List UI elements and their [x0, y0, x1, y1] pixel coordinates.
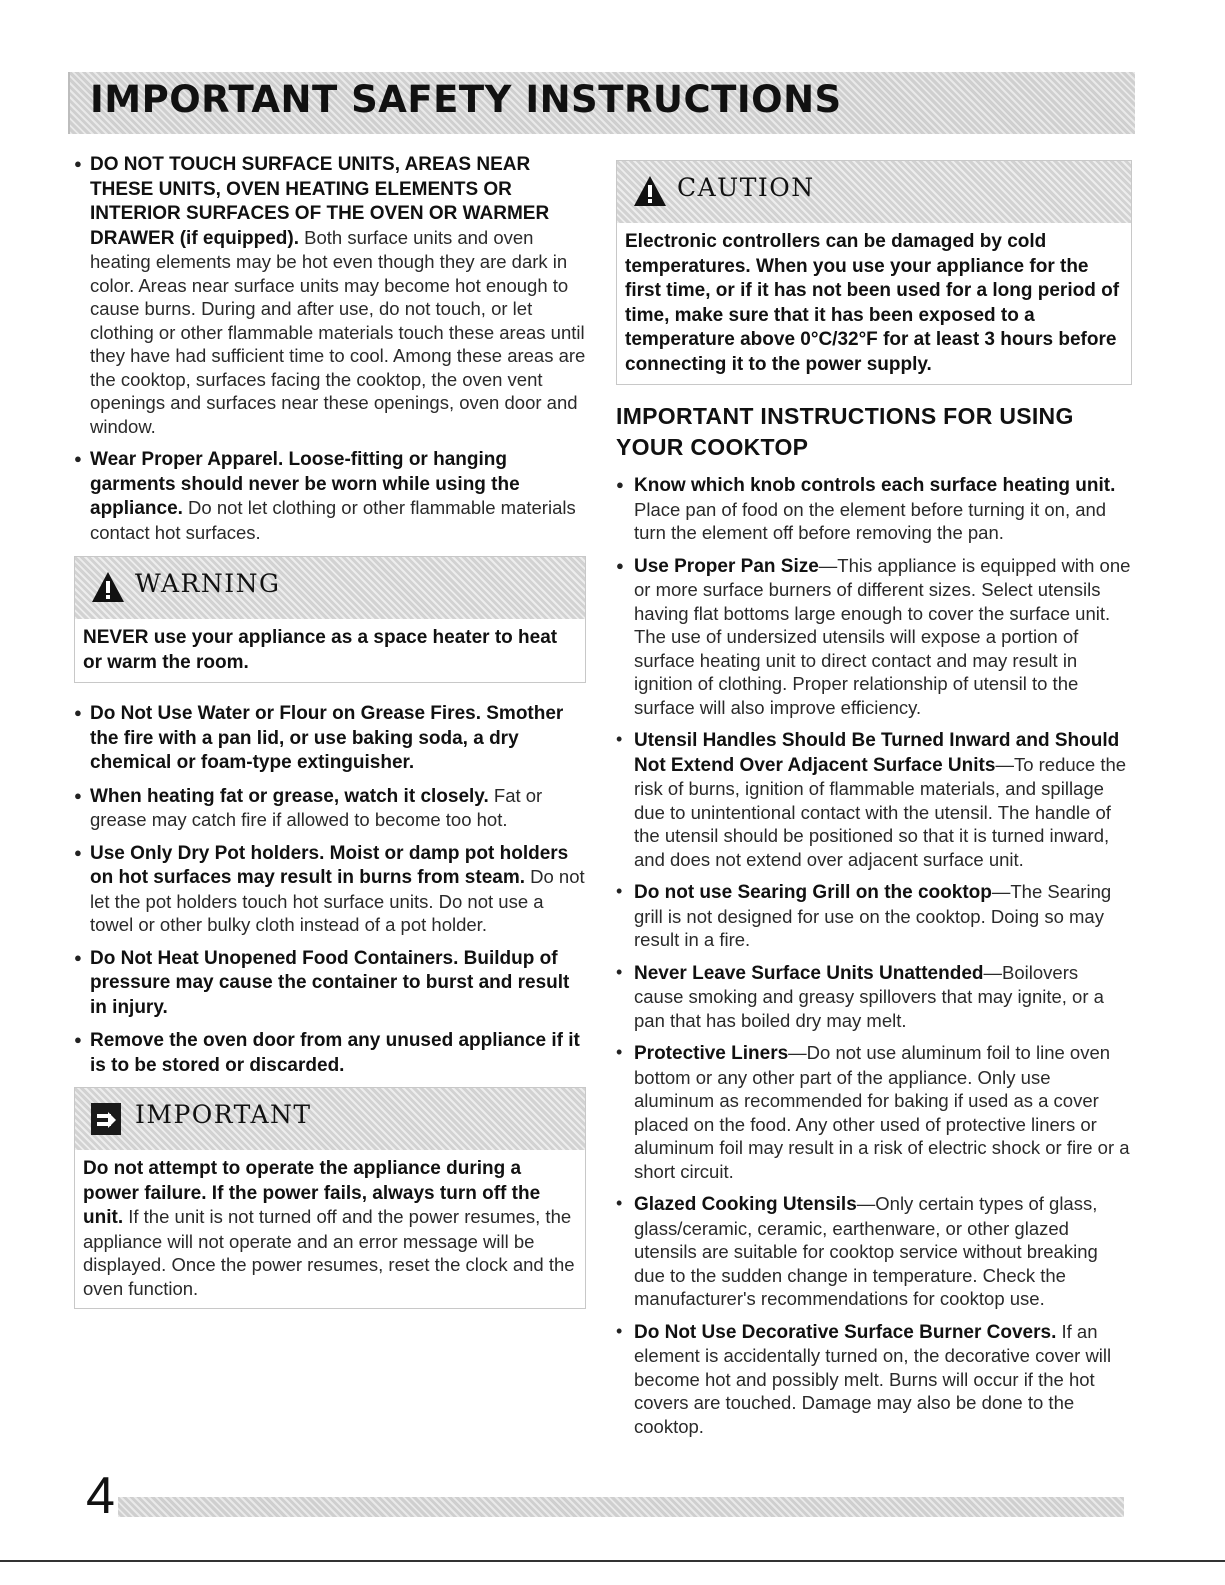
item-text: Fat or grease may catch fire if allowed to become too hot. — [90, 784, 543, 830]
item-text: —The Searing grill is not designed for use on the cooktop. Doing so may result in a fire. — [634, 881, 1112, 950]
item-heading: Wear Proper Apparel. Loose-fitting or hanging garments should never be worn while using the appliance. — [90, 449, 520, 519]
right-list — [616, 473, 1132, 1438]
caution-body — [617, 223, 1131, 384]
list-item — [616, 554, 1132, 720]
footer-bar — [118, 1497, 1124, 1517]
caution-title: CAUTION — [677, 173, 815, 202]
list-item — [74, 447, 586, 544]
caution-box — [616, 160, 1132, 385]
item-heading: Never Leave Surface Units Unattended — [634, 962, 984, 984]
left-column — [74, 152, 586, 1309]
item-text: —Do not use aluminum foil to line oven bottom or any other part of the appliance. Only use aluminum as recommended for baking if used as a cover placed on the food. Any other used of protective liners or aluminum foil may result in a risk of electric shock or fire or a short circuit. — [634, 1042, 1130, 1182]
item-text: If an element is accidentally turned on, the decorative cover will become hot and possibly melt. Burns will occur if the hot covers are touched. Damage may also be done to the cooktop. — [634, 1320, 1112, 1437]
important-arrow-icon — [91, 1103, 121, 1135]
item-text: Do not let clothing or other flammable materials contact hot surfaces. — [90, 497, 576, 543]
item-heading: Do Not Use Decorative Surface Burner Covers. — [634, 1321, 1057, 1343]
list-item — [74, 784, 586, 832]
item-heading: Remove the oven door from any unused appliance if it is to be stored or discarded. — [90, 1030, 580, 1076]
item-text: —Boilovers cause smoking and greasy spillovers that may ignite, or a pan that has boiled dry may melt. — [634, 961, 1104, 1031]
warning-title: WARNING — [135, 569, 281, 598]
item-text: —This appliance is equipped with one or more surface burners of different sizes. Select utensils having flat bottoms large enough to cover the surface unit. The use of undersized utensils will expose a portion of surface heating unit to direct contact and may result in ignition of clothing. Proper relationship of utensil to the surface will also improve efficiency. — [634, 554, 1131, 718]
item-heading: Do Not Use Water or Flour on Grease Fires. Smother the fire with a pan lid, or use baking soda, a dry chemical or foam-type extinguisher. — [90, 703, 564, 773]
item-text: —To reduce the risk of burns, ignition of flammable materials, and spillage due to unintentional contact with the utensil. The handle of the utensil should be positioned so that it is turned inward, and does not extend over adjacent surface unit. — [634, 753, 1127, 870]
item-heading: Glazed Cooking Utensils — [634, 1194, 857, 1215]
list-item — [616, 961, 1132, 1033]
list-item — [74, 152, 586, 438]
page-number: 4 — [86, 1467, 115, 1525]
list-item — [616, 728, 1132, 871]
list-item — [616, 1192, 1132, 1311]
section-heading: IMPORTANT INSTRUCTIONS FOR USING YOUR COOKTOP — [616, 403, 1074, 460]
list-item — [74, 841, 586, 937]
item-heading: Use Proper Pan Size — [634, 555, 819, 577]
title-banner — [68, 72, 1135, 134]
warning-text: NEVER use your appliance as a space heater to heat or warm the room. — [83, 627, 558, 673]
page-title: IMPORTANT SAFETY INSTRUCTIONS — [90, 78, 842, 121]
list-item — [616, 880, 1132, 952]
item-heading: Utensil Handles Should Be Turned Inward and Should Not Extend Over Adjacent Surface Units — [634, 730, 1120, 776]
right-column — [616, 152, 1132, 1447]
important-bold-text: Do not attempt to operate the appliance during a power failure. If the power fails, always turn off the unit. — [83, 1158, 541, 1228]
left-list-top — [74, 152, 586, 544]
warning-header — [75, 557, 585, 619]
important-header — [75, 1088, 585, 1150]
list-item — [74, 1028, 586, 1077]
important-box — [74, 1087, 586, 1309]
left-list-bottom — [74, 701, 586, 1077]
list-item — [616, 1041, 1132, 1183]
list-item — [74, 701, 586, 775]
caution-header — [617, 161, 1131, 223]
warning-box — [74, 556, 586, 683]
item-text: Do not let the pot holders touch hot surface units. Do not use a towel or other bulky cloth instead of a pot holder. — [90, 866, 585, 935]
item-text: Place pan of food on the element before turning it on, and turn the element off before removing the pan. — [634, 498, 1107, 543]
warning-body — [75, 619, 585, 682]
item-heading: Do Not Heat Unopened Food Containers. Buildup of pressure may cause the container to burst and result in injury. — [90, 947, 570, 1018]
list-item — [74, 946, 586, 1020]
important-body — [75, 1150, 585, 1308]
item-heading: When heating fat or grease, watch it closely. — [90, 785, 489, 807]
important-text: If the unit is not turned off and the power resumes, the appliance will not operate and an error message will be displayed. Once the power resumes, reset the clock and the oven function. — [83, 1206, 575, 1299]
item-heading: DO NOT TOUCH SURFACE UNITS, AREAS NEAR THESE UNITS, OVEN HEATING ELEMENTS OR INTERIOR SURFACES OF THE OVEN OR WARMER DRAWER (if equipped). — [90, 154, 550, 249]
item-heading: Know which knob controls each surface heating unit. — [634, 475, 1116, 496]
item-heading: Protective Liners — [634, 1043, 789, 1064]
important-title: IMPORTANT — [135, 1100, 312, 1129]
bottom-rule — [0, 1560, 1225, 1562]
warning-triangle-icon — [91, 571, 125, 603]
list-item — [616, 1320, 1132, 1439]
item-heading: Use Only Dry Pot holders. Moist or damp pot holders on hot surfaces may result in burns from steam. — [90, 842, 569, 888]
item-text: —Only certain types of glass, glass/ceramic, ceramic, earthenware, or other glazed utensils are suitable for cooktop service without breaking due to the sudden change in temperature. Check the manufacturer's recommendations for cooktop use. — [634, 1193, 1098, 1309]
item-heading: Do not use Searing Grill on the cooktop — [634, 882, 992, 903]
item-text: Both surface units and oven heating elements may be hot even though they are dark in color. Areas near surface units may become hot enough to cause burns. During and after use, do not touch, or let clothing or other flammable materials touch these areas until they have had sufficient time to cool. Among these areas are the cooktop, surfaces facing the cooktop, the oven vent openings and surfaces near these openings, oven door and window. — [90, 226, 586, 437]
caution-triangle-icon — [633, 175, 667, 207]
list-item — [616, 473, 1132, 545]
caution-text: Electronic controllers can be damaged by cold temperatures. When you use your appliance for the first time, or if it has not been used for a long period of time, make sure that it has been exposed to a temperature above 0°C/32°F for at least 3 hours before connecting it to the power supply. — [625, 231, 1120, 375]
